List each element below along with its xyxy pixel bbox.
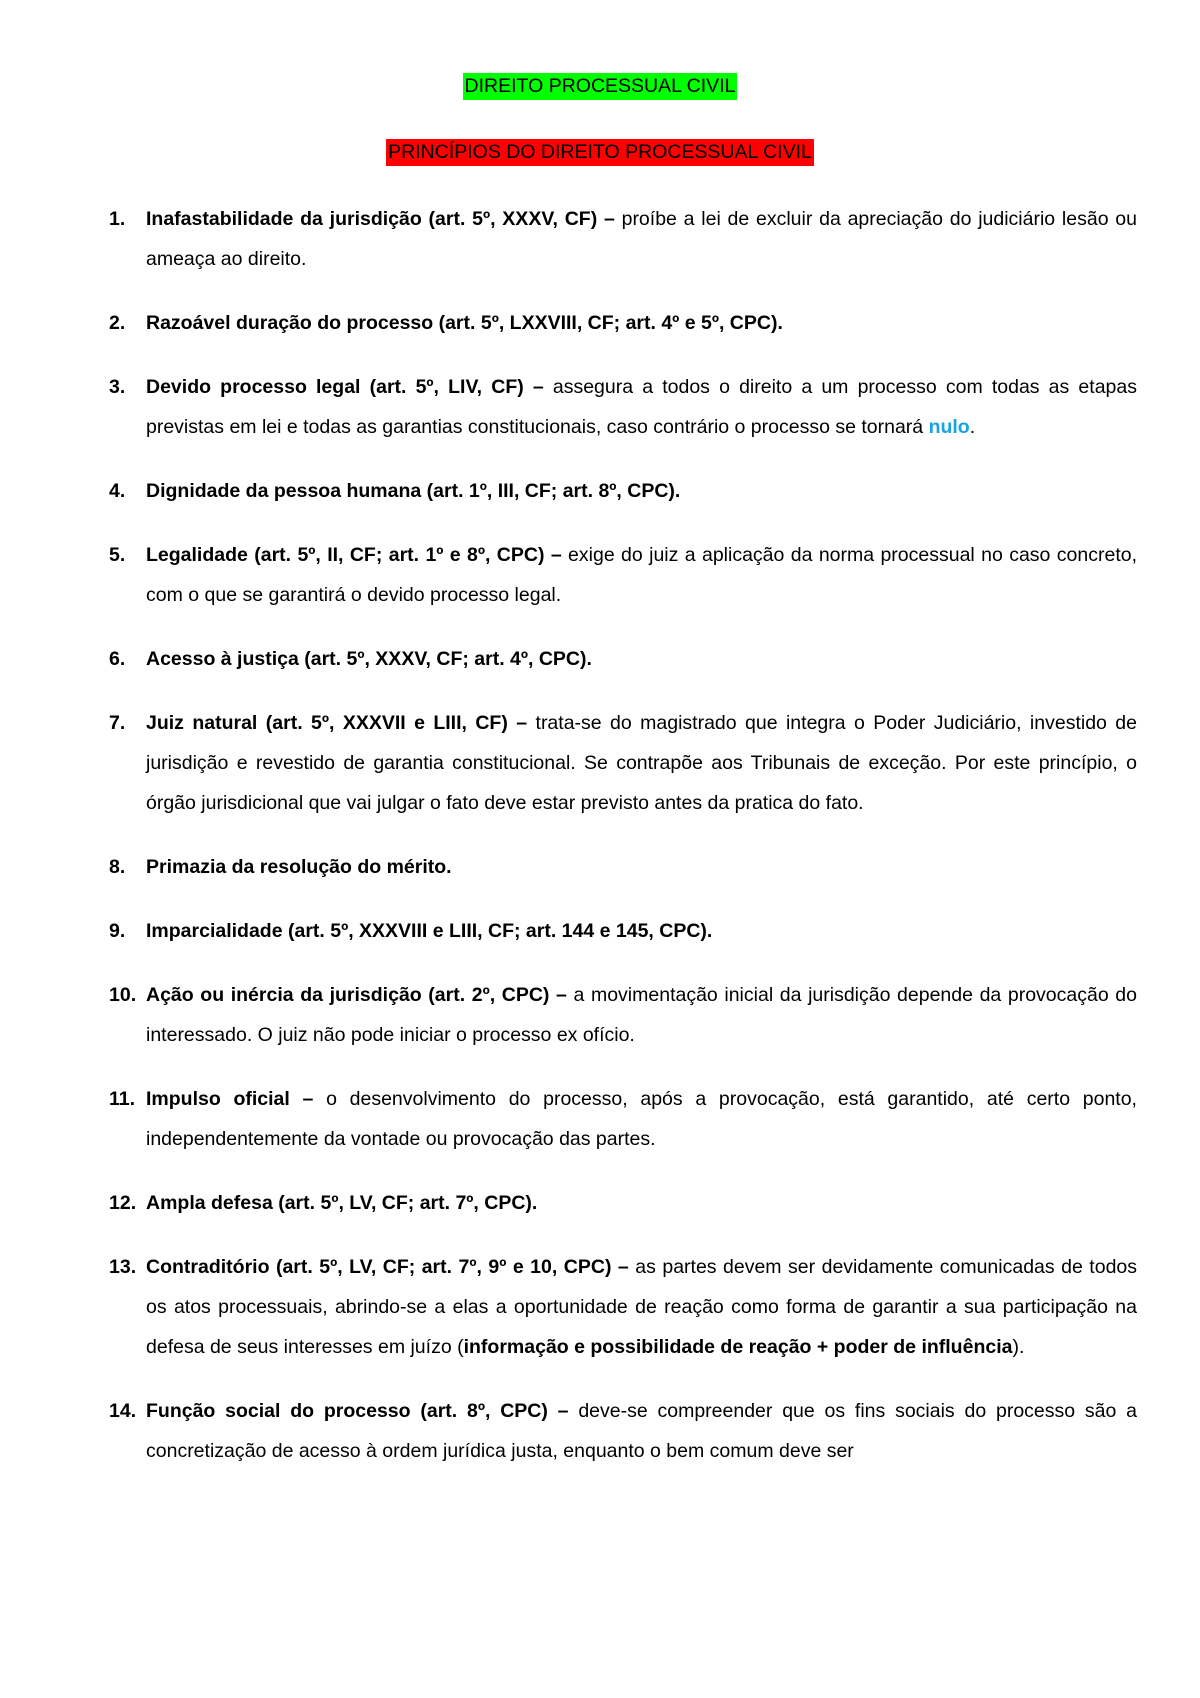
- item-heading: Função social do processo (art. 8º, CPC) –: [146, 1400, 569, 1422]
- item-number: 11.: [109, 1088, 136, 1110]
- list-item: [109, 639, 1137, 679]
- item-heading: Inafastabilidade da jurisdição (art. 5º, XXXV, CF) –: [146, 208, 615, 230]
- item-text: exige do juiz a aplicação da norma processual no caso concreto, com o que se garantirá o devido processo legal.: [146, 544, 1137, 606]
- item-number: 12.: [109, 1192, 137, 1214]
- item-heading: Razoável duração do processo (art. 5º, LXXVIII, CF; art. 4º e 5º, CPC).: [146, 312, 783, 334]
- item-tail: ).: [1012, 1336, 1025, 1358]
- item-number: 13.: [109, 1256, 137, 1278]
- item-heading: Contraditório (art. 5º, LV, CF; art. 7º, 9º e 10, CPC) –: [146, 1256, 629, 1278]
- item-heading: Legalidade (art. 5º, II, CF; art. 1º e 8º, CPC) –: [146, 544, 562, 566]
- item-number: 10.: [109, 984, 137, 1006]
- item-heading: Juiz natural (art. 5º, XXXVII e LIII, CF) –: [146, 712, 528, 734]
- item-number: 2.: [109, 312, 126, 334]
- item-number: 5.: [109, 544, 126, 566]
- list-item: [109, 199, 1137, 279]
- item-heading: Acesso à justiça (art. 5º, XXXV, CF; art. 4º, CPC).: [146, 648, 592, 670]
- item-number: 7.: [109, 712, 126, 734]
- item-heading: Imparcialidade (art. 5º, XXXVIII e LIII, CF; art. 144 e 145, CPC).: [146, 920, 713, 942]
- item-number: 3.: [109, 376, 126, 398]
- list-item: [109, 367, 1137, 447]
- list-item: [109, 303, 1137, 343]
- course-title: DIREITO PROCESSUAL CIVIL: [463, 73, 738, 100]
- list-item: [109, 1247, 1137, 1367]
- item-number: 6.: [109, 648, 126, 670]
- list-item: [109, 1079, 1137, 1159]
- item-emphasis: informação e possibilidade de reação + poder de influência: [463, 1336, 1013, 1358]
- item-text: o desenvolvimento do processo, após a provocação, está garantido, até certo ponto, independentemente da vontade ou provocação das partes.: [146, 1088, 1137, 1150]
- item-heading: Devido processo legal (art. 5º, LIV, CF) –: [146, 376, 544, 398]
- list-item: [109, 703, 1137, 823]
- item-number: 14.: [109, 1400, 137, 1422]
- item-heading: Impulso oficial –: [146, 1088, 314, 1110]
- item-heading: Dignidade da pessoa humana (art. 1º, III, CF; art. 8º, CPC).: [146, 480, 681, 502]
- item-text: a movimentação inicial da jurisdição depende da provocação do interessado. O juiz não pode iniciar o processo ex ofício.: [146, 984, 1137, 1046]
- item-number: 8.: [109, 856, 126, 878]
- item-heading: Ação ou inércia da jurisdição (art. 2º, CPC) –: [146, 984, 567, 1006]
- item-heading: Primazia da resolução do mérito.: [146, 856, 452, 878]
- item-tail: .: [969, 416, 976, 438]
- item-text: assegura a todos o direito a um processo com todas as etapas previstas em lei e todas as garantias constitucionais, caso contrário o processo se tornará: [146, 376, 1137, 438]
- item-number: 9.: [109, 920, 126, 942]
- item-text: proíbe a lei de excluir da apreciação do judiciário lesão ou ameaça ao direito.: [146, 208, 1137, 270]
- list-item: [109, 975, 1137, 1055]
- list-item: [109, 535, 1137, 615]
- item-number: 4.: [109, 480, 126, 502]
- principles-list: [109, 199, 1137, 1495]
- list-item: [109, 471, 1137, 511]
- highlighted-word: nulo: [928, 416, 970, 438]
- section-title-wrapper: [0, 140, 1200, 164]
- item-text: as partes devem ser devidamente comunicadas de todos os atos processuais, abrindo-se a elas a oportunidade de reação como forma de garantir a sua participação na defesa de seus interesses em juízo (: [146, 1256, 1138, 1358]
- item-number: 1.: [109, 208, 126, 230]
- list-item: [109, 847, 1137, 887]
- list-item: [109, 1391, 1137, 1471]
- section-title: PRINCÍPIOS DO DIREITO PROCESSUAL CIVIL: [386, 139, 814, 166]
- item-heading: Ampla defesa (art. 5º, LV, CF; art. 7º, CPC).: [146, 1192, 538, 1214]
- list-item: [109, 1183, 1137, 1223]
- item-text: deve-se compreender que os fins sociais do processo são a concretização de acesso à ordem jurídica justa, enquanto o bem comum deve ser: [146, 1400, 1138, 1462]
- item-text: trata-se do magistrado que integra o Poder Judiciário, investido de jurisdição e revestido de garantia constitucional. Se contrapõe aos Tribunais de exceção. Por este princípio, o órgão jurisdicional que vai julgar o fato deve estar previsto antes da pratica do fato.: [146, 712, 1137, 814]
- list-item: [109, 911, 1137, 951]
- course-title-wrapper: [0, 74, 1200, 98]
